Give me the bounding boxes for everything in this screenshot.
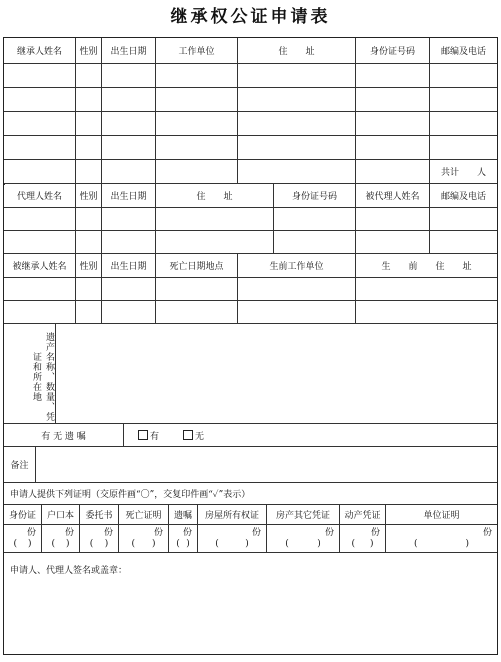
application-form [3,37,498,655]
heir-input-cell[interactable] [430,136,497,160]
proof-count-cell[interactable] [386,525,497,553]
heir-input-cell[interactable] [356,136,430,160]
will-yes-checkbox[interactable] [138,430,148,440]
agent-input-cell[interactable] [76,208,102,231]
agent-input-cell[interactable] [430,208,497,231]
decedent-header-cell: 性别 [76,254,102,278]
proof-unit: 份 [64,527,74,538]
paren-open: ( [285,538,289,549]
agent-header-cell: 住 址 [156,184,274,208]
proof-unit: 份 [370,527,380,538]
agent-header-cell: 出生日期 [102,184,156,208]
heir-input-cell[interactable] [356,112,430,136]
remark-input[interactable] [36,447,497,483]
agent-input-cell[interactable] [102,208,156,231]
paren-open: ( [131,538,135,549]
agent-input-cell[interactable] [156,231,274,254]
paren-open: ( [176,538,180,549]
proof-unit: 份 [26,527,36,538]
proof-item-label: 房屋所有权证 [198,505,267,525]
heir-input-cell[interactable] [102,160,156,184]
decedent-input-cell[interactable] [156,278,238,301]
heir-input-cell[interactable] [238,88,356,112]
agent-header-cell: 身份证号码 [274,184,356,208]
decedent-input-cell[interactable] [156,301,238,324]
signature-area[interactable] [4,553,497,653]
decedent-input-cell[interactable] [102,278,156,301]
agent-input-cell[interactable] [4,231,76,254]
heir-input-cell[interactable] [430,64,497,88]
remark-label: 备注 [4,447,36,483]
proof-count-cell[interactable] [4,525,42,553]
heir-header-cell: 工作单位 [156,38,238,64]
agent-input-cell[interactable] [356,231,430,254]
heir-input-cell[interactable] [4,88,76,112]
proof-unit: 份 [103,527,113,538]
heir-input-cell[interactable] [356,64,430,88]
decedent-input-cell[interactable] [76,278,102,301]
heir-input-cell[interactable] [156,160,238,184]
proof-item-label: 死亡证明 [119,505,169,525]
decedent-input-cell[interactable] [356,301,497,324]
heir-input-cell[interactable] [4,136,76,160]
heir-input-cell[interactable] [76,88,102,112]
proof-unit: 份 [251,527,261,538]
heir-input-cell[interactable] [156,88,238,112]
proof-item-label: 房产其它凭证 [267,505,340,525]
agent-header-cell: 性别 [76,184,102,208]
proof-unit: 份 [153,527,163,538]
heir-input-cell[interactable] [76,136,102,160]
paren-close: ) [151,538,156,549]
heir-input-cell[interactable] [76,160,102,184]
heir-input-cell[interactable] [4,112,76,136]
heir-header-cell: 住 址 [238,38,356,64]
proof-item-label: 遗嘱 [169,505,198,525]
proof-count-cell[interactable] [198,525,267,553]
proof-item-label: 单位证明 [386,505,497,525]
form-title: 继承权公证申请表 [170,7,331,27]
heir-input-cell[interactable] [102,64,156,88]
estate-label: 遗产名称、数量、凭证和所在地 [4,324,56,424]
proof-note: 申请人提供下列证明（交原件画“〇”，交复印件画“✓”表示） [4,483,497,505]
proof-item-label: 委托书 [80,505,119,525]
proof-unit: 份 [182,527,192,538]
agent-input-cell[interactable] [4,208,76,231]
paren-close: ) [104,538,109,549]
proof-unit: 份 [482,527,492,538]
heir-input-cell[interactable] [102,112,156,136]
agent-input-cell[interactable] [156,208,274,231]
estate-input[interactable] [56,324,497,424]
heir-input-cell[interactable] [102,88,156,112]
decedent-header-cell: 死亡日期地点 [156,254,238,278]
heir-input-cell[interactable] [76,64,102,88]
paren-open: ( [13,538,17,549]
decedent-header-cell: 出生日期 [102,254,156,278]
paren-open: ( [51,538,55,549]
heir-input-cell[interactable] [238,136,356,160]
heir-input-cell[interactable] [4,64,76,88]
paren-close: ) [186,538,190,549]
heir-input-cell[interactable] [238,64,356,88]
paren-close: ) [317,538,321,549]
heir-input-cell[interactable] [156,136,238,160]
paren-close: ) [27,538,32,549]
agent-input-cell[interactable] [102,231,156,254]
proof-unit: 份 [324,527,334,538]
proof-count-cell[interactable] [340,525,386,553]
heir-input-cell[interactable] [356,88,430,112]
heir-total-cell: 共计 人 [430,160,497,184]
decedent-input-cell[interactable] [76,301,102,324]
paren-open: ( [215,538,219,549]
heir-header-cell: 继承人姓名 [4,38,76,64]
proof-count-cell[interactable] [267,525,340,553]
paren-open: ( [351,538,355,549]
agent-header-cell: 邮编及电话 [430,184,497,208]
decedent-input-cell[interactable] [102,301,156,324]
decedent-header-cell: 生 前 住 址 [356,254,497,278]
agent-input-cell[interactable] [274,208,356,231]
paren-open: ( [89,538,94,549]
paren-close: ) [465,538,469,549]
proof-item-label: 身份证 [4,505,42,525]
proof-item-label: 户口本 [42,505,80,525]
proof-count-cell[interactable] [42,525,80,553]
heir-input-cell[interactable] [76,112,102,136]
agent-input-cell[interactable] [356,208,430,231]
paren-close: ) [369,538,374,549]
agent-input-cell[interactable] [274,231,356,254]
heir-input-cell[interactable] [156,112,238,136]
proof-count-cell[interactable] [119,525,169,553]
decedent-input-cell[interactable] [356,278,497,301]
proof-count-cell[interactable] [169,525,198,553]
agent-input-cell[interactable] [76,231,102,254]
decedent-input-cell[interactable] [4,278,76,301]
heir-input-cell[interactable] [4,160,76,184]
will-no-checkbox[interactable] [183,430,193,440]
decedent-input-cell[interactable] [238,278,356,301]
paren-close: ) [245,538,249,549]
decedent-header-cell: 生前工作单位 [238,254,356,278]
heir-input-cell[interactable] [430,112,497,136]
heir-input-cell[interactable] [430,88,497,112]
heir-input-cell[interactable] [238,160,356,184]
decedent-input-cell[interactable] [4,301,76,324]
heir-header-cell: 邮编及电话 [430,38,497,64]
heir-input-cell[interactable] [356,160,430,184]
decedent-input-cell[interactable] [238,301,356,324]
will-options [124,424,497,447]
heir-input-cell[interactable] [156,64,238,88]
heir-header-cell: 性别 [76,38,102,64]
proof-item-label: 动产凭证 [340,505,386,525]
will-label: 有 无 遗 嘱 [4,424,124,447]
heir-input-cell[interactable] [238,112,356,136]
agent-input-cell[interactable] [430,231,497,254]
will-no-label: 无 [195,431,205,442]
heir-header-cell: 身份证号码 [356,38,430,64]
decedent-header-cell: 被继承人姓名 [4,254,76,278]
paren-close: ) [65,538,70,549]
heir-header-cell: 出生日期 [102,38,156,64]
agent-header-cell: 代理人姓名 [4,184,76,208]
will-yes-label: 有 [150,431,160,442]
paren-open: ( [413,538,418,549]
signature-label: 申请人、代理人签名或盖章： [10,566,128,576]
proof-count-cell[interactable] [80,525,119,553]
heir-input-cell[interactable] [102,136,156,160]
agent-header-cell: 被代理人姓名 [356,184,430,208]
